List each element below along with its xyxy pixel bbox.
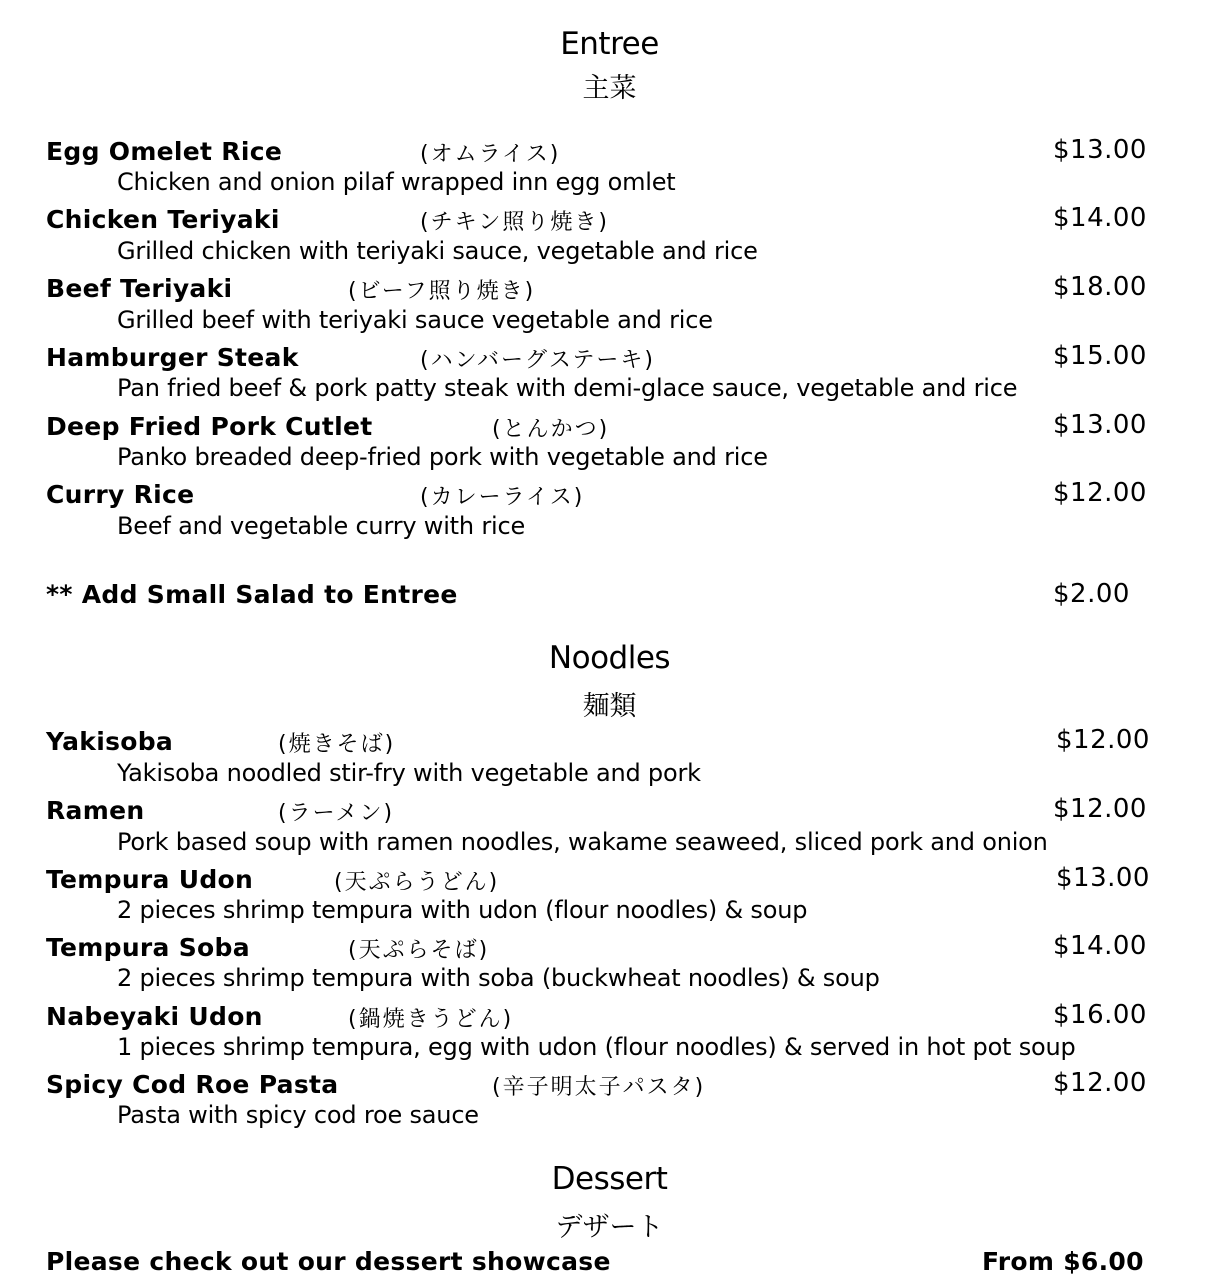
item-price: $12.00 — [1053, 1068, 1147, 1098]
item-name: Chicken Teriyaki — [46, 205, 280, 234]
item-jp-name: (焼きそば) — [278, 732, 396, 757]
item-name: Deep Fried Pork Cutlet — [46, 412, 373, 441]
item-description: 1 pieces shrimp tempura, egg with udon (flour noodles) & served in hot pot soup — [117, 1033, 1076, 1061]
addon-price: $2.00 — [1053, 579, 1130, 609]
item-description: Pasta with spicy cod roe sauce — [117, 1101, 479, 1129]
item-description: Beef and vegetable curry with rice — [117, 512, 526, 540]
item-name: Beef Teriyaki — [46, 274, 233, 303]
item-name: Ramen — [46, 796, 145, 825]
dessert-note: Please check out our dessert showcase — [46, 1247, 611, 1276]
item-jp-name: (辛子明太子パスタ) — [492, 1075, 706, 1100]
item-price: $12.00 — [1053, 478, 1147, 508]
item-price: $14.00 — [1053, 203, 1147, 233]
item-jp-name: (天ぷらうどん) — [334, 870, 500, 895]
item-name: Spicy Cod Roe Pasta — [46, 1070, 339, 1099]
noodles-title-jp: 麺類 — [582, 691, 637, 722]
item-price: $15.00 — [1053, 341, 1147, 371]
item-name: Egg Omelet Rice — [46, 137, 283, 166]
addon-label: ** Add Small Salad to Entree — [46, 580, 458, 609]
item-jp-name: (ラーメン) — [278, 801, 395, 826]
item-name: Curry Rice — [46, 480, 195, 509]
item-price: $12.00 — [1056, 725, 1150, 755]
entree-title: Entree — [560, 26, 659, 62]
dessert-title: Dessert — [551, 1161, 668, 1197]
item-description: Pan fried beef & pork patty steak with demi-glace sauce, vegetable and rice — [117, 374, 1018, 402]
entree-title-jp: 主菜 — [582, 73, 637, 104]
item-jp-name: (とんかつ) — [492, 417, 610, 442]
item-name: Tempura Udon — [46, 865, 254, 894]
item-name: Hamburger Steak — [46, 343, 299, 372]
noodles-title: Noodles — [548, 640, 671, 676]
item-description: Panko breaded deep-fried pork with vegetable and rice — [117, 443, 768, 471]
item-price: $13.00 — [1053, 135, 1147, 165]
item-jp-name: (オムライス) — [420, 142, 561, 167]
dessert-title-jp: デザート — [555, 1212, 664, 1243]
item-description: Grilled beef with teriyaki sauce vegetable and rice — [117, 306, 713, 334]
item-jp-name: (天ぷらそば) — [348, 938, 490, 963]
item-jp-name: (ハンバーグステーキ) — [420, 348, 655, 373]
item-name: Yakisoba — [46, 727, 174, 756]
item-description: Grilled chicken with teriyaki sauce, vegetable and rice — [117, 237, 758, 265]
item-jp-name: (ビーフ照り焼き) — [348, 279, 536, 304]
item-description: 2 pieces shrimp tempura with soba (buckwheat noodles) & soup — [117, 964, 880, 992]
item-price: $14.00 — [1053, 931, 1147, 961]
item-price: $12.00 — [1053, 794, 1147, 824]
item-jp-name: (カレーライス) — [420, 485, 585, 510]
item-price: $18.00 — [1053, 272, 1147, 302]
item-jp-name: (チキン照り焼き) — [420, 210, 609, 235]
item-description: Chicken and onion pilaf wrapped inn egg omlet — [117, 168, 676, 196]
item-price: $13.00 — [1056, 863, 1150, 893]
item-description: Pork based soup with ramen noodles, wakame seaweed, sliced pork and onion — [117, 828, 1048, 856]
item-price: $13.00 — [1053, 410, 1147, 440]
item-price: $16.00 — [1053, 1000, 1147, 1030]
item-name: Tempura Soba — [46, 933, 250, 962]
item-description: 2 pieces shrimp tempura with udon (flour noodles) & soup — [117, 896, 808, 924]
dessert-price: From $6.00 — [982, 1247, 1144, 1276]
item-description: Yakisoba noodled stir-fry with vegetable and pork — [117, 759, 701, 787]
item-name: Nabeyaki Udon — [46, 1002, 263, 1031]
item-jp-name: (鍋焼きうどん) — [348, 1007, 514, 1032]
